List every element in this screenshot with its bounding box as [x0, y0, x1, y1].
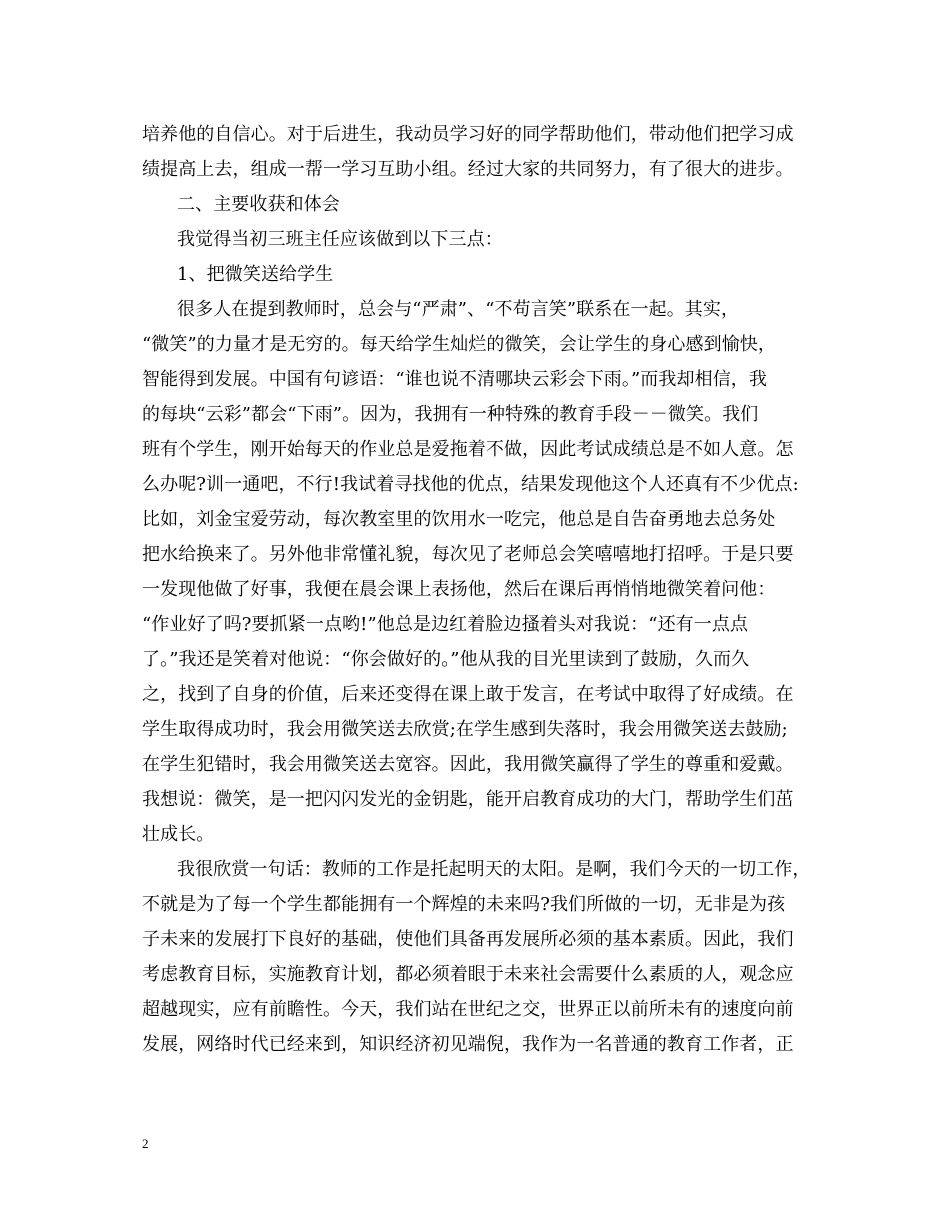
section-heading: 二、主要收获和体会: [177, 194, 340, 215]
body-text-line: 发展，网络时代已经来到，知识经济初见端倪，我作为一名普通的教育工作者，正: [142, 1034, 794, 1055]
page-number: 2: [142, 1136, 149, 1151]
body-text-line: 超越现实，应有前瞻性。今天，我们站在世纪之交，世界正以前所未有的速度向前: [142, 999, 794, 1020]
body-text-line: 培养他的自信心。对于后进生，我动员学习好的同学帮助他们，带动他们把学习成: [142, 124, 794, 145]
body-text-line: 之，找到了自身的价值，后来还变得在课上敢于发言，在考试中取得了好成绩。在: [142, 684, 794, 705]
body-text-line: 了。”我还是笑着对他说：“你会做好的。”他从我的目光里读到了鼓励，久而久: [142, 649, 750, 670]
body-text-line: 把水给换来了。另外他非常懂礼貌，每次见了老师总会笑嘻嘻地打招呼。于是只要: [142, 544, 794, 565]
body-text-line: 班有个学生，刚开始每天的作业总是爱拖着不做，因此考试成绩总是不如人意。怎: [142, 439, 794, 460]
body-text-line: 绩提高上去，组成一帮一学习互助小组。经过大家的共同努力，有了很大的进步。: [142, 159, 794, 180]
body-text-line: 考虑教育目标，实施教育计划，都必须着眼于未来社会需要什么素质的人，观念应: [142, 964, 794, 985]
subsection-heading: 1、把微笑送给学生: [177, 264, 334, 285]
body-text-line: 我觉得当初三班主任应该做到以下三点：: [177, 229, 503, 250]
body-text-line: 一发现他做了好事，我便在晨会课上表扬他，然后在课后再悄悄地微笑着问他：: [142, 579, 776, 600]
body-text-line: 我想说：微笑，是一把闪闪发光的金钥匙，能开启教育成功的大门，帮助学生们茁: [142, 789, 794, 810]
body-text-line: “作业好了吗?要抓紧一点哟!”他总是边红着脸边搔着头对我说：“还有一点点: [142, 614, 749, 635]
body-text-line: 学生取得成功时，我会用微笑送去欣赏;在学生感到失落时，我会用微笑送去鼓励;: [142, 719, 788, 740]
body-text-line: 么办呢?训一通吧，不行!我试着寻找他的优点，结果发现他这个人还真有不少优点:: [142, 474, 799, 495]
body-text-line: 子未来的发展打下良好的基础，使他们具备再发展所必须的基本素质。因此，我们: [142, 929, 794, 950]
body-text-line: 不就是为了每一个学生都能拥有一个辉煌的未来吗?我们所做的一切，无非是为孩: [142, 894, 786, 915]
body-text-line: “微笑”的力量才是无穷的。每天给学生灿烂的微笑，会让学生的身心感到愉快，: [142, 334, 777, 355]
body-text-line: 在学生犯错时，我会用微笑送去宽容。因此，我用微笑赢得了学生的尊重和爱戴。: [142, 754, 794, 775]
body-text-line: 我很欣赏一句话：教师的工作是托起明天的太阳。是啊，我们今天的一切工作，: [177, 859, 811, 880]
body-text-line: 壮成长。: [142, 824, 215, 845]
body-text-line: 比如，刘金宝爱劳动，每次教室里的饮用水一吃完，他总是自告奋勇地去总务处: [142, 509, 776, 530]
body-text-line: 的每块“云彩”都会“下雨”。因为，我拥有一种特殊的教育手段－－微笑。我们: [142, 404, 759, 425]
body-text-line: 智能得到发展。中国有句谚语：“谁也说不清哪块云彩会下雨。”而我却相信，我: [142, 369, 768, 390]
body-text-line: 很多人在提到教师时，总会与“严肃”、“不苟言笑”联系在一起。其实，: [177, 299, 740, 320]
